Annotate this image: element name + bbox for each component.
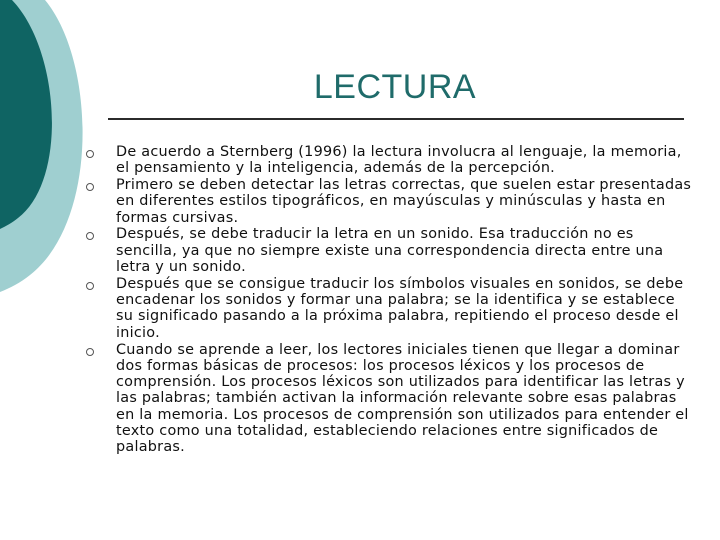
title-divider bbox=[108, 118, 684, 120]
bullet-text: Después que se consigue traducir los símbolos visuales en sonidos, se debe encadenar los sonidos y formar una palabra; se la identifica y se establece su significado pasando a la próxima palabra, repitiendo el proceso desde el inicio. bbox=[116, 275, 684, 341]
bullet-text: Después, se debe traducir la letra en un sonido. Esa traducción no es sencilla, ya que no siempre existe una correspondencia directa entre una letra y un sonido. bbox=[116, 226, 664, 276]
hollow-circle-bullet-icon bbox=[86, 232, 94, 240]
hollow-circle-bullet-icon bbox=[86, 183, 94, 191]
bullet-text: Primero se deben detectar las letras correctas, que suelen estar presentadas en diferentes estilos tipográficos, en mayúsculas y minúsculas y hasta en formas cursivas. bbox=[116, 177, 692, 226]
hollow-circle-bullet-icon bbox=[86, 348, 94, 356]
bullet-item bbox=[84, 226, 696, 275]
hollow-circle-bullet-icon bbox=[86, 282, 94, 290]
bullet-item bbox=[84, 276, 696, 341]
slide-title: LECTURA bbox=[313, 68, 477, 106]
bullet-item bbox=[84, 342, 696, 456]
bullet-item bbox=[84, 177, 696, 226]
bullet-list bbox=[84, 144, 696, 456]
slide-decoration bbox=[0, 0, 90, 300]
bullet-text: Cuando se aprende a leer, los lectores iniciales tienen que llegar a dominar dos formas básicas de procesos: los procesos léxicos y los procesos de comprensión. Los procesos léxicos son utilizados para identificar las letras y las palabras; también activan la información relevante sobre esas palabras en la memoria. Los procesos de comprensión son utilizados para entender el texto como una totalidad, estableciendo relaciones entre significados de palabras. bbox=[116, 341, 689, 456]
hollow-circle-bullet-icon bbox=[86, 150, 94, 158]
bullet-item bbox=[84, 144, 696, 177]
bullet-text: De acuerdo a Sternberg (1996) la lectura involucra al lenguaje, la memoria, el pensamiento y la inteligencia, además de la percepción. bbox=[116, 144, 682, 177]
